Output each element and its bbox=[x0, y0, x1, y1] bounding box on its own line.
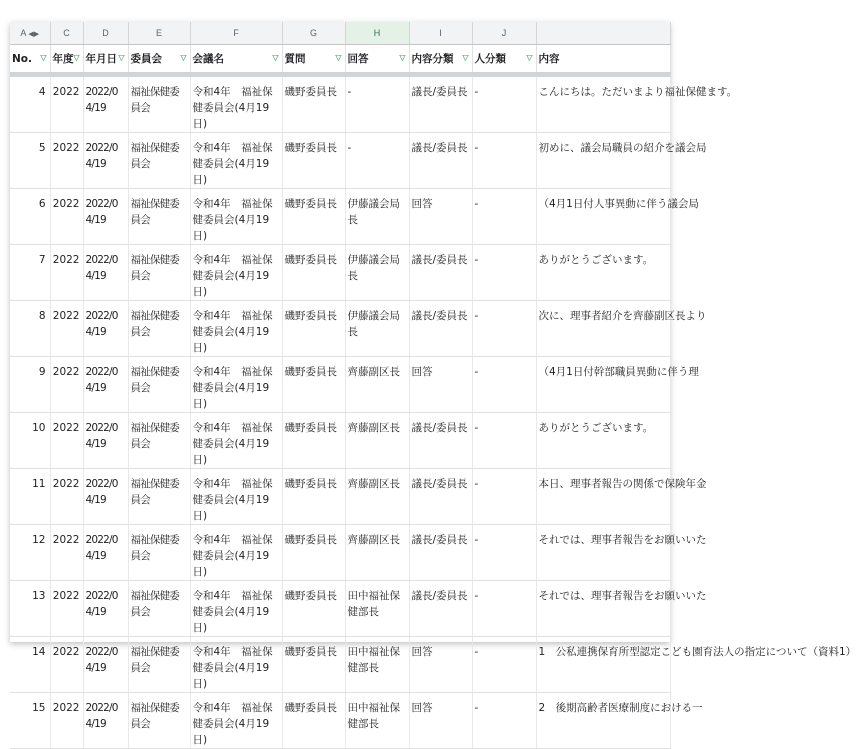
cell-content[interactable]: ありがとうございます。 bbox=[536, 245, 670, 301]
cell-no[interactable]: 7 bbox=[10, 245, 50, 301]
cell-year[interactable]: 2022 bbox=[50, 357, 83, 413]
cell-meeting[interactable]: 令和4年 福祉保健委員会(4月19日) bbox=[190, 413, 282, 469]
data-table bbox=[10, 22, 856, 749]
spreadsheet-grid bbox=[10, 22, 856, 746]
cell-no[interactable]: 13 bbox=[10, 581, 50, 637]
header-type[interactable] bbox=[409, 45, 472, 75]
cell-asker[interactable]: 磯野委員長 bbox=[282, 693, 345, 749]
filter-icon[interactable]: ▽ bbox=[180, 53, 187, 62]
filter-icon[interactable]: ▽ bbox=[272, 53, 279, 62]
cell-content[interactable]: 初めに、議会局職員の紹介を議会局 bbox=[536, 133, 670, 189]
cell-type[interactable]: 議長/委員長 bbox=[409, 301, 472, 357]
cell-answerer[interactable]: 齊藤副区長 bbox=[345, 525, 409, 581]
filter-icon[interactable]: ▽ bbox=[462, 53, 469, 62]
cell-answerer[interactable]: - bbox=[345, 133, 409, 189]
cell-person[interactable]: - bbox=[472, 637, 536, 693]
column-letter-f[interactable]: F bbox=[190, 22, 282, 45]
cell-answerer[interactable]: 田中福祉保健部長 bbox=[345, 581, 409, 637]
cell-no[interactable]: 9 bbox=[10, 357, 50, 413]
header-label: 年月日 bbox=[85, 53, 117, 65]
column-letter-a[interactable]: A ◀▶ bbox=[10, 22, 50, 45]
header-label: 内容 bbox=[538, 53, 560, 65]
table-row bbox=[10, 525, 670, 581]
cell-answerer[interactable]: 伊藤議会局長 bbox=[345, 245, 409, 301]
column-letter-i[interactable]: I bbox=[409, 22, 472, 45]
cell-meeting[interactable]: 令和4年 福祉保健委員会(4月19日) bbox=[190, 357, 282, 413]
cell-committee[interactable]: 福祉保健委員会 bbox=[128, 357, 190, 413]
cell-meeting[interactable]: 令和4年 福祉保健委員会(4月19日) bbox=[190, 525, 282, 581]
cell-committee[interactable]: 福祉保健委員会 bbox=[128, 637, 190, 693]
cell-answerer[interactable]: 齊藤副区長 bbox=[345, 469, 409, 525]
header-person[interactable] bbox=[472, 45, 536, 75]
cell-meeting[interactable]: 令和4年 福祉保健委員会(4月19日) bbox=[190, 693, 282, 749]
header-committee[interactable] bbox=[128, 45, 190, 75]
column-letter-c[interactable]: C bbox=[50, 22, 83, 45]
cell-content[interactable]: 次に、理事者紹介を齊藤副区長より bbox=[536, 301, 670, 357]
header-no[interactable] bbox=[10, 45, 50, 75]
table-row bbox=[10, 189, 670, 245]
cell-no[interactable]: 6 bbox=[10, 189, 50, 245]
cell-type[interactable]: 議長/委員長 bbox=[409, 581, 472, 637]
cell-date[interactable]: 2022/04/19 bbox=[83, 637, 128, 693]
header-label: No. bbox=[12, 52, 32, 65]
cell-committee[interactable]: 福祉保健委員会 bbox=[128, 693, 190, 749]
cell-year[interactable]: 2022 bbox=[50, 133, 83, 189]
cell-asker[interactable]: 磯野委員長 bbox=[282, 357, 345, 413]
cell-content[interactable]: ありがとうございます。 bbox=[536, 413, 670, 469]
cell-date[interactable]: 2022/04/19 bbox=[83, 75, 128, 133]
cell-meeting[interactable]: 令和4年 福祉保健委員会(4月19日) bbox=[190, 245, 282, 301]
cell-person[interactable]: - bbox=[472, 357, 536, 413]
table-row bbox=[10, 301, 670, 357]
cell-date[interactable]: 2022/04/19 bbox=[83, 413, 128, 469]
cell-type[interactable]: 回答 bbox=[409, 693, 472, 749]
cell-year[interactable]: 2022 bbox=[50, 637, 83, 693]
header-content[interactable] bbox=[536, 45, 670, 75]
table-row bbox=[10, 469, 670, 525]
filter-icon[interactable]: ▽ bbox=[40, 53, 47, 62]
cell-type[interactable]: 議長/委員長 bbox=[409, 245, 472, 301]
cell-committee[interactable]: 福祉保健委員会 bbox=[128, 189, 190, 245]
header-label: 質問 bbox=[284, 53, 306, 65]
expand-columns-icon[interactable]: ◀▶ bbox=[28, 31, 40, 38]
table-row bbox=[10, 245, 670, 301]
cell-meeting[interactable]: 令和4年 福祉保健委員会(4月19日) bbox=[190, 189, 282, 245]
cell-content[interactable]: こんにちは。ただいまより福祉保健ます。 bbox=[536, 75, 670, 133]
cell-date[interactable]: 2022/04/19 bbox=[83, 245, 128, 301]
cell-year[interactable]: 2022 bbox=[50, 469, 83, 525]
cell-committee[interactable]: 福祉保健委員会 bbox=[128, 525, 190, 581]
cell-year[interactable]: 2022 bbox=[50, 189, 83, 245]
header-date[interactable] bbox=[83, 45, 128, 75]
filter-icon[interactable]: ▽ bbox=[335, 53, 342, 62]
cell-asker[interactable]: 磯野委員長 bbox=[282, 75, 345, 133]
filter-icon[interactable]: ▽ bbox=[399, 53, 406, 62]
cell-answerer[interactable]: 田中福祉保健部長 bbox=[345, 637, 409, 693]
cell-type[interactable]: 議長/委員長 bbox=[409, 525, 472, 581]
cell-asker[interactable]: 磯野委員長 bbox=[282, 581, 345, 637]
cell-no[interactable]: 10 bbox=[10, 413, 50, 469]
header-label: 人分類 bbox=[474, 53, 506, 65]
cell-person[interactable]: - bbox=[472, 133, 536, 189]
cell-meeting[interactable]: 令和4年 福祉保健委員会(4月19日) bbox=[190, 469, 282, 525]
cell-person[interactable]: - bbox=[472, 693, 536, 749]
cell-year[interactable]: 2022 bbox=[50, 301, 83, 357]
cell-year[interactable]: 2022 bbox=[50, 75, 83, 133]
table-row bbox=[10, 637, 670, 693]
table-row bbox=[10, 75, 670, 133]
table-row bbox=[10, 357, 670, 413]
column-letter-e[interactable]: E bbox=[128, 22, 190, 45]
cell-asker[interactable]: 磯野委員長 bbox=[282, 637, 345, 693]
cell-no[interactable]: 8 bbox=[10, 301, 50, 357]
cell-answerer[interactable]: 田中福祉保健部長 bbox=[345, 693, 409, 749]
cell-content[interactable]: 1 公私連携保育所型認定こども園育法人の指定について（資料1） bbox=[536, 637, 670, 693]
cell-content[interactable]: それでは、理事者報告をお願いいた bbox=[536, 525, 670, 581]
header-label: 回答 bbox=[347, 53, 369, 65]
cell-no[interactable]: 4 bbox=[10, 75, 50, 133]
cell-year[interactable]: 2022 bbox=[50, 581, 83, 637]
cell-content[interactable]: （4月1日付人事異動に伴う議会局 bbox=[536, 189, 670, 245]
cell-meeting[interactable]: 令和4年 福祉保健委員会(4月19日) bbox=[190, 301, 282, 357]
column-letter-row bbox=[10, 22, 670, 45]
cell-date[interactable]: 2022/04/19 bbox=[83, 581, 128, 637]
cell-type[interactable]: 回答 bbox=[409, 189, 472, 245]
cell-answerer[interactable]: 齊藤副区長 bbox=[345, 357, 409, 413]
cell-type[interactable]: 議長/委員長 bbox=[409, 469, 472, 525]
cell-asker[interactable]: 磯野委員長 bbox=[282, 469, 345, 525]
cell-asker[interactable]: 磯野委員長 bbox=[282, 189, 345, 245]
cell-no[interactable]: 5 bbox=[10, 133, 50, 189]
cell-asker[interactable]: 磯野委員長 bbox=[282, 525, 345, 581]
header-label: 年度 bbox=[52, 53, 74, 65]
cell-answerer[interactable]: 伊藤議会局長 bbox=[345, 301, 409, 357]
cell-person[interactable]: - bbox=[472, 189, 536, 245]
column-letter-k[interactable] bbox=[536, 22, 670, 45]
cell-committee[interactable]: 福祉保健委員会 bbox=[128, 413, 190, 469]
cell-date[interactable]: 2022/04/19 bbox=[83, 525, 128, 581]
column-letter-h[interactable]: H bbox=[345, 22, 409, 45]
cell-content[interactable]: それでは、理事者報告をお願いいた bbox=[536, 581, 670, 637]
cell-person[interactable]: - bbox=[472, 581, 536, 637]
cell-type[interactable]: 議長/委員長 bbox=[409, 133, 472, 189]
cell-committee[interactable]: 福祉保健委員会 bbox=[128, 245, 190, 301]
cell-committee[interactable]: 福祉保健委員会 bbox=[128, 75, 190, 133]
cell-content[interactable]: （4月1日付幹部職員異動に伴う理 bbox=[536, 357, 670, 413]
cell-type[interactable]: 回答 bbox=[409, 637, 472, 693]
cell-meeting[interactable]: 令和4年 福祉保健委員会(4月19日) bbox=[190, 581, 282, 637]
cell-year[interactable]: 2022 bbox=[50, 525, 83, 581]
header-answerer[interactable] bbox=[345, 45, 409, 75]
cell-date[interactable]: 2022/04/19 bbox=[83, 301, 128, 357]
header-label: 内容分類 bbox=[411, 53, 454, 65]
cell-answerer[interactable]: 齊藤副区長 bbox=[345, 413, 409, 469]
cell-asker[interactable]: 磯野委員長 bbox=[282, 245, 345, 301]
cell-asker[interactable]: 磯野委員長 bbox=[282, 133, 345, 189]
cell-person[interactable]: - bbox=[472, 75, 536, 133]
cell-date[interactable]: 2022/04/19 bbox=[83, 469, 128, 525]
cell-content[interactable]: 本日、理事者報告の関係で保険年金 bbox=[536, 469, 670, 525]
header-year[interactable] bbox=[50, 45, 83, 75]
table-row bbox=[10, 413, 670, 469]
cell-meeting[interactable]: 令和4年 福祉保健委員会(4月19日) bbox=[190, 637, 282, 693]
cell-date[interactable]: 2022/04/19 bbox=[83, 133, 128, 189]
cell-year[interactable]: 2022 bbox=[50, 245, 83, 301]
cell-meeting[interactable]: 令和4年 福祉保健委員会(4月19日) bbox=[190, 133, 282, 189]
cell-answerer[interactable]: 伊藤議会局長 bbox=[345, 189, 409, 245]
cell-person[interactable]: - bbox=[472, 413, 536, 469]
cell-date[interactable]: 2022/04/19 bbox=[83, 189, 128, 245]
table-row bbox=[10, 133, 670, 189]
header-label: 委員会 bbox=[130, 53, 162, 65]
cell-date[interactable]: 2022/04/19 bbox=[83, 357, 128, 413]
cell-type[interactable]: 議長/委員長 bbox=[409, 75, 472, 133]
filter-icon[interactable]: ▽ bbox=[73, 53, 80, 62]
table-row bbox=[10, 581, 670, 637]
cell-year[interactable]: 2022 bbox=[50, 413, 83, 469]
header-label: 会議名 bbox=[192, 53, 224, 65]
cell-person[interactable]: - bbox=[472, 525, 536, 581]
cell-meeting[interactable]: 令和4年 福祉保健委員会(4月19日) bbox=[190, 75, 282, 133]
table-row bbox=[10, 693, 670, 749]
column-letter-j[interactable]: J bbox=[472, 22, 536, 45]
cell-content[interactable]: 2 後期高齢者医療制度における一 bbox=[536, 693, 670, 749]
cell-date[interactable]: 2022/04/19 bbox=[83, 693, 128, 749]
cell-person[interactable]: - bbox=[472, 301, 536, 357]
cell-person[interactable]: - bbox=[472, 469, 536, 525]
cell-type[interactable]: 議長/委員長 bbox=[409, 413, 472, 469]
header-row bbox=[10, 45, 670, 75]
cell-committee[interactable]: 福祉保健委員会 bbox=[128, 469, 190, 525]
cell-answerer[interactable]: - bbox=[345, 75, 409, 133]
cell-committee[interactable]: 福祉保健委員会 bbox=[128, 133, 190, 189]
filter-icon[interactable]: ▽ bbox=[526, 53, 533, 62]
column-letter-d[interactable]: D bbox=[83, 22, 128, 45]
cell-no[interactable]: 15 bbox=[10, 693, 50, 749]
cell-asker[interactable]: 磯野委員長 bbox=[282, 413, 345, 469]
cell-type[interactable]: 回答 bbox=[409, 357, 472, 413]
cell-asker[interactable]: 磯野委員長 bbox=[282, 301, 345, 357]
header-meeting[interactable] bbox=[190, 45, 282, 75]
cell-no[interactable]: 14 bbox=[10, 637, 50, 693]
cell-no[interactable]: 11 bbox=[10, 469, 50, 525]
column-letter-g[interactable]: G bbox=[282, 22, 345, 45]
cell-committee[interactable]: 福祉保健委員会 bbox=[128, 581, 190, 637]
cell-person[interactable]: - bbox=[472, 245, 536, 301]
cell-year[interactable]: 2022 bbox=[50, 693, 83, 749]
header-asker[interactable] bbox=[282, 45, 345, 75]
filter-icon[interactable]: ▽ bbox=[118, 53, 125, 62]
cell-no[interactable]: 12 bbox=[10, 525, 50, 581]
cell-committee[interactable]: 福祉保健委員会 bbox=[128, 301, 190, 357]
